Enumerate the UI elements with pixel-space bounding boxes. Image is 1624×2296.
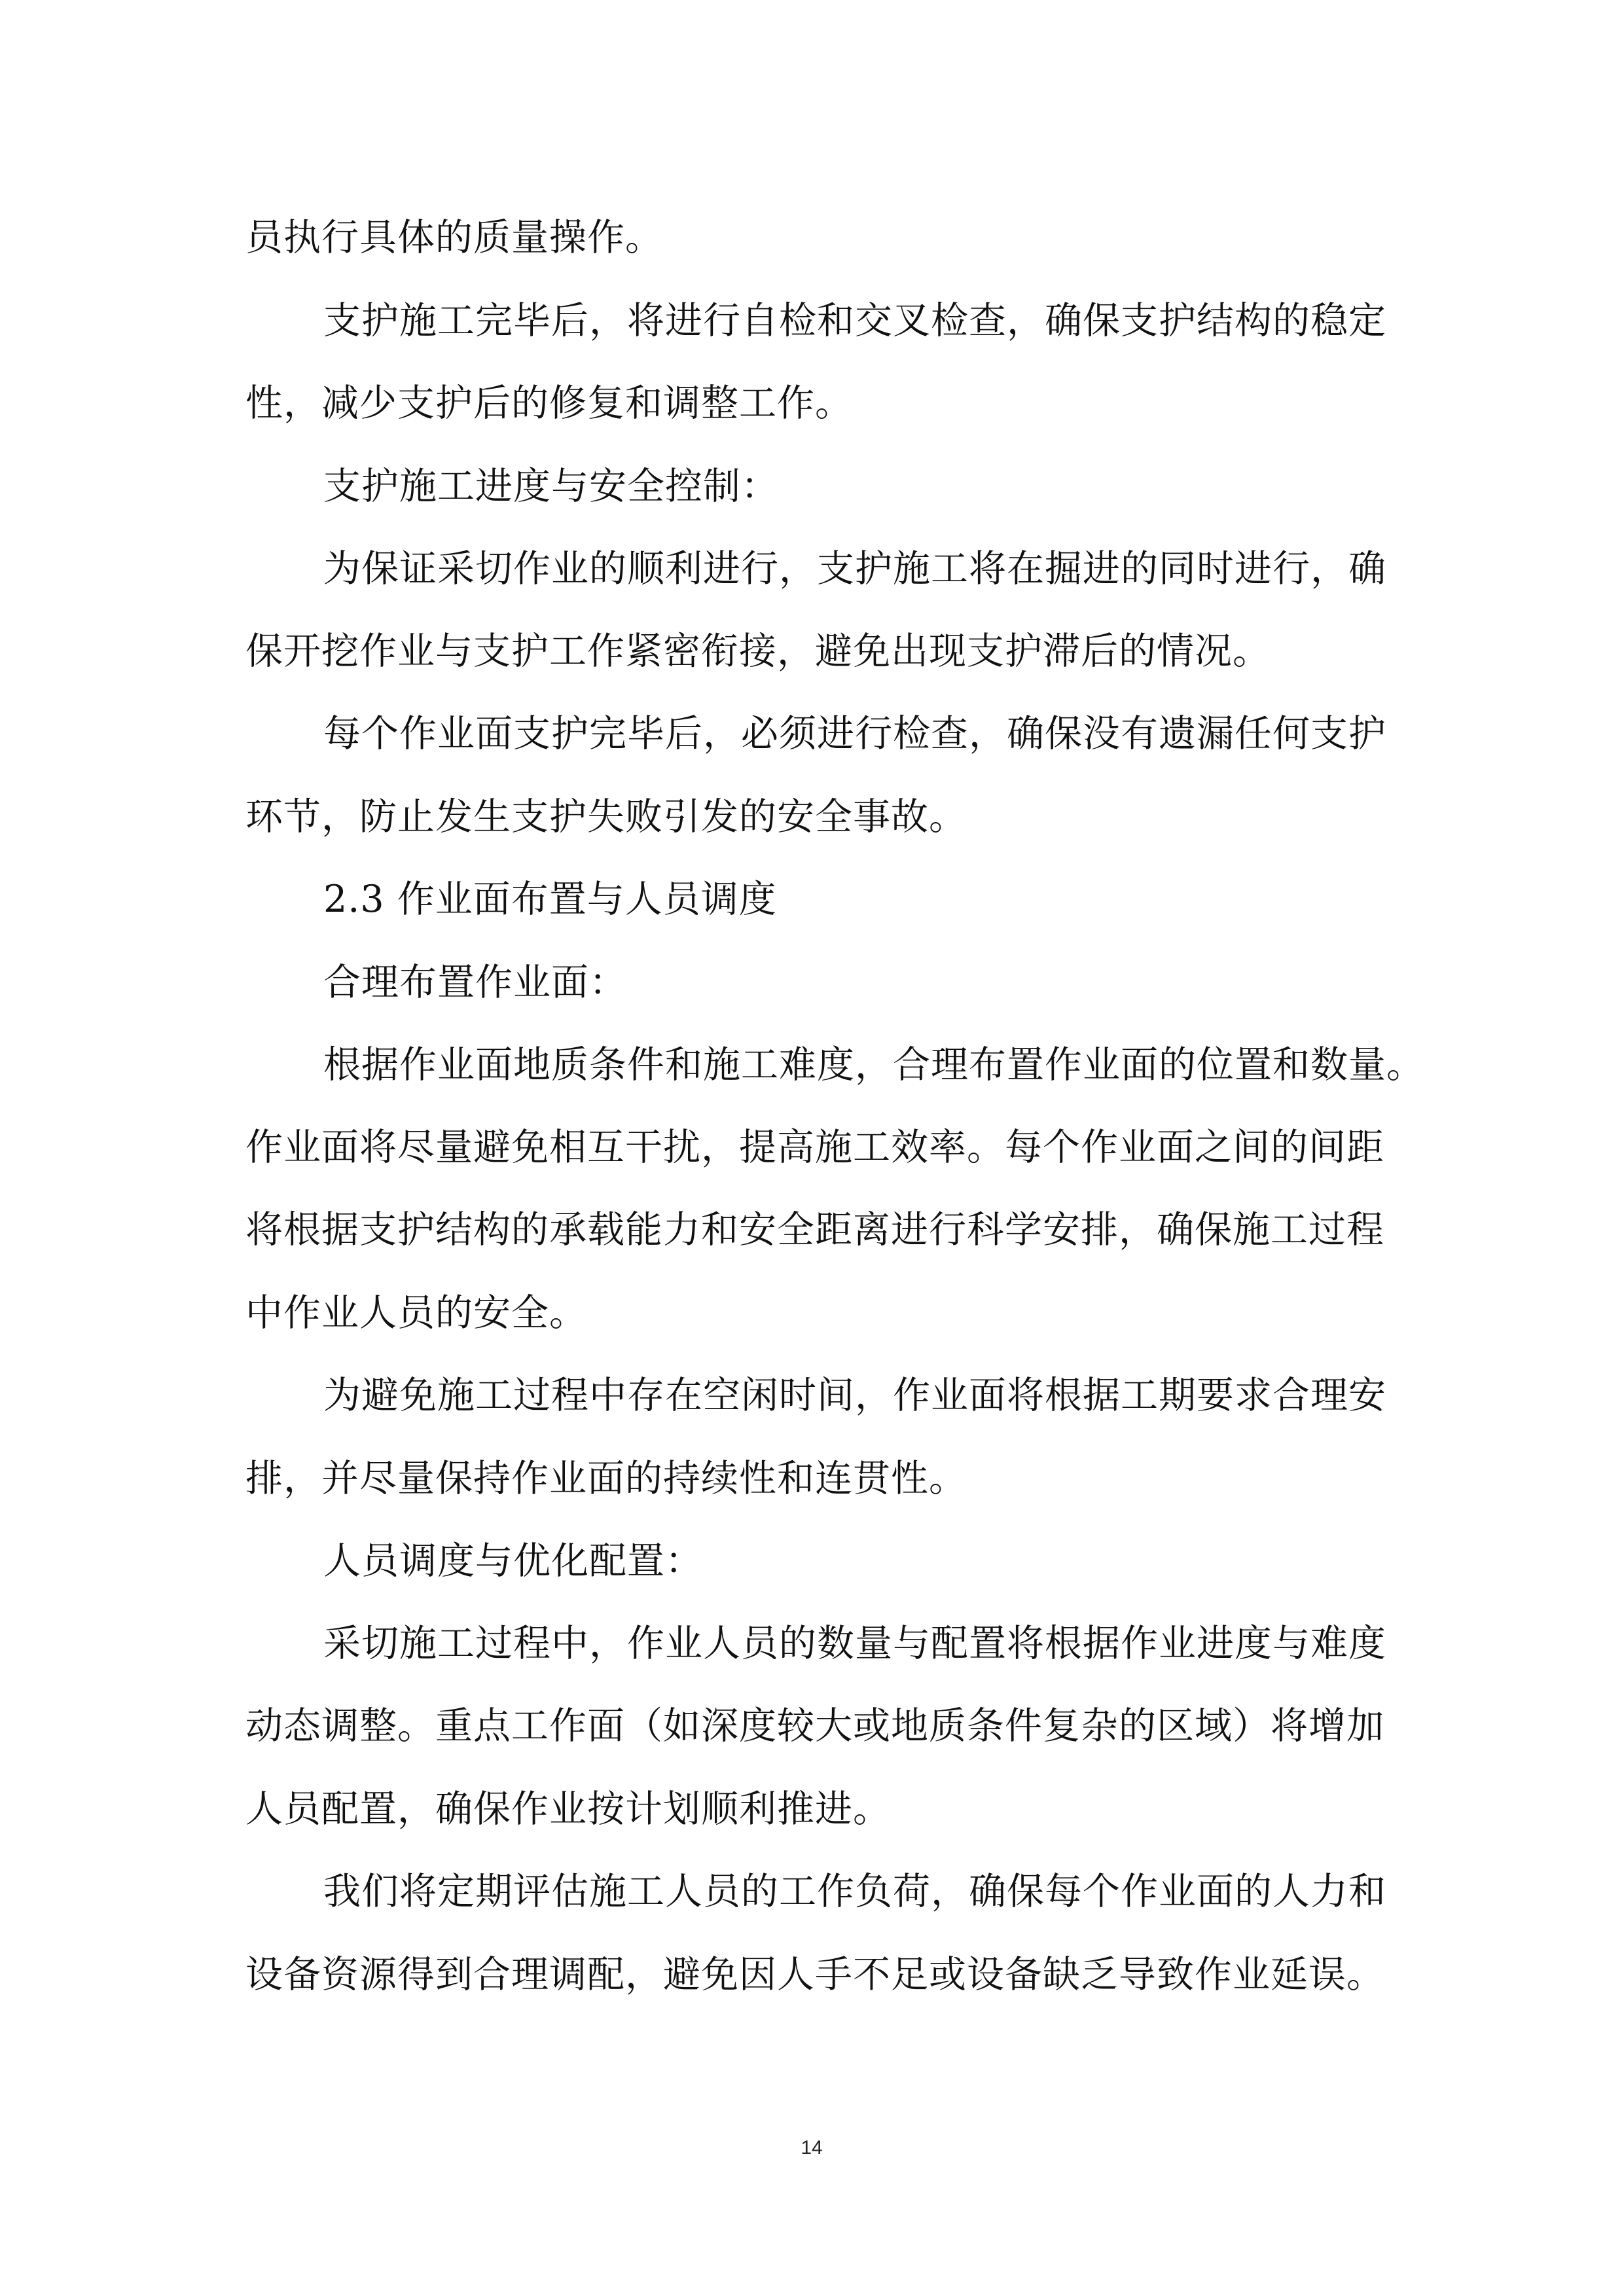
paragraph-line: 为保证采切作业的顺利进行，支护施工将在掘进的同时进行，确 bbox=[323, 547, 1386, 590]
text-line: 设备资源得到合理调配，避免因人手不足或设备缺乏导致作业延误。 bbox=[245, 1953, 1384, 1996]
text-line: 员执行具体的质量操作。 bbox=[245, 216, 663, 259]
paragraph-line: 每个作业面支护完毕后，必须进行检查，确保没有遗漏任何支护 bbox=[323, 712, 1386, 755]
paragraph-line: 支护施工完毕后，将进行自检和交叉检查，确保支护结构的稳定 bbox=[323, 299, 1386, 342]
section-heading: 2.3 作业面布置与人员调度 bbox=[323, 878, 777, 921]
text-line: 作业面将尽量避免相互干扰，提高施工效率。每个作业面之间的间距 bbox=[245, 1126, 1384, 1169]
text-line: 将根据支护结构的承载能力和安全距离进行科学安排，确保施工过程 bbox=[245, 1208, 1384, 1251]
text-line: 动态调整。重点工作面（如深度较大或地质条件复杂的区域）将增加 bbox=[245, 1704, 1384, 1748]
section-label: 人员调度与优化配置： bbox=[323, 1539, 703, 1583]
text-line: 排，并尽量保持作业面的持续性和连贯性。 bbox=[245, 1457, 967, 1500]
paragraph-line: 根据作业面地质条件和施工难度，合理布置作业面的位置和数量。 bbox=[323, 1043, 1424, 1086]
text-line: 中作业人员的安全。 bbox=[245, 1291, 587, 1335]
text-line: 保开挖作业与支护工作紧密衔接，避免出现支护滞后的情况。 bbox=[245, 630, 1271, 673]
page-number: 14 bbox=[801, 2137, 823, 2159]
paragraph-line: 我们将定期评估施工人员的工作负荷，确保每个作业面的人力和 bbox=[323, 1870, 1386, 1913]
section-label: 支护施工进度与安全控制： bbox=[323, 465, 779, 508]
paragraph-line: 为避免施工过程中存在空闲时间，作业面将根据工期要求合理安 bbox=[323, 1374, 1386, 1417]
text-line: 人员配置，确保作业按计划顺利推进。 bbox=[245, 1787, 891, 1831]
section-label: 合理布置作业面： bbox=[323, 961, 627, 1004]
paragraph-line: 采切施工过程中，作业人员的数量与配置将根据作业进度与难度 bbox=[323, 1622, 1386, 1665]
text-line: 性，减少支护后的修复和调整工作。 bbox=[245, 382, 853, 425]
text-line: 环节，防止发生支护失败引发的安全事故。 bbox=[245, 795, 967, 838]
